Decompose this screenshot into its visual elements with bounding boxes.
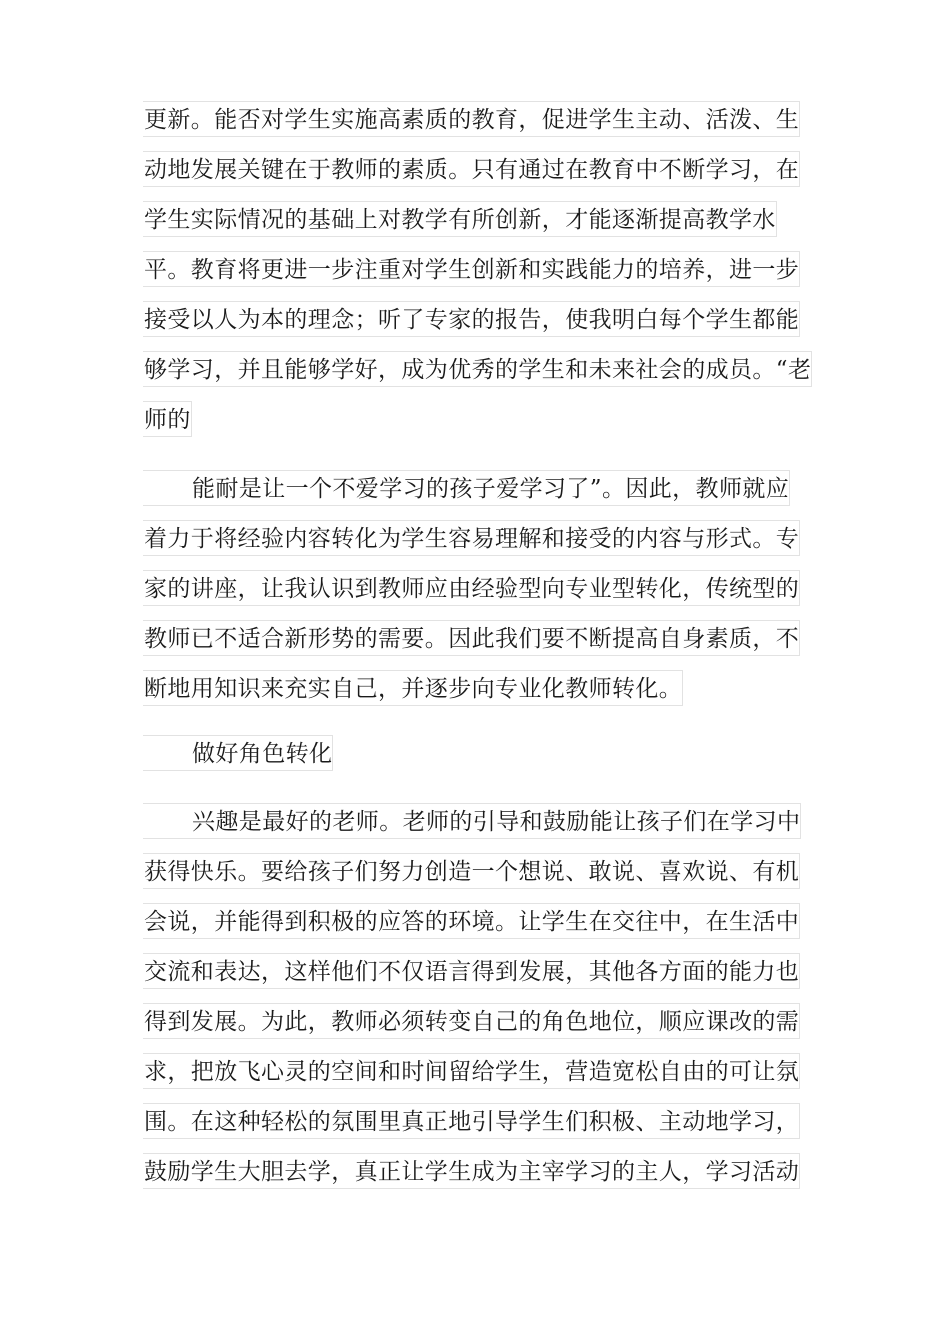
text-line: 动地发展关键在于教师的素质。只有通过在教育中不断学习，在	[143, 151, 800, 187]
text-line: 教师已不适合新形势的需要。因此我们要不断提高自身素质，不	[143, 620, 800, 656]
text-line: 师的	[143, 401, 192, 437]
text-line: 断地用知识来充实自己，并逐步向专业化教师转化。	[143, 670, 683, 706]
text-line: 获得快乐。要给孩子们努力创造一个想说、敢说、喜欢说、有机	[143, 853, 800, 889]
text-line: 接受以人为本的理念；听了专家的报告，使我明白每个学生都能	[143, 301, 800, 337]
text-line: 鼓励学生大胆去学，真正让学生成为主宰学习的主人，学习活动	[143, 1153, 800, 1189]
text-line: 能耐是让一个不爱学习的孩子爱学习了”。因此，教师就应	[143, 470, 790, 506]
text-line: 求，把放飞心灵的空间和时间留给学生，营造宽松自由的可让氛	[143, 1053, 800, 1089]
text-line: 学生实际情况的基础上对教学有所创新，才能逐渐提高教学水	[143, 201, 777, 237]
text-line: 得到发展。为此，教师必须转变自己的角色地位，顺应课改的需	[143, 1003, 800, 1039]
text-line: 兴趣是最好的老师。老师的引导和鼓励能让孩子们在学习中	[143, 803, 801, 839]
text-line: 会说，并能得到积极的应答的环境。让学生在交往中，在生活中	[143, 903, 800, 939]
text-line: 围。在这种轻松的氛围里真正地引导学生们积极、主动地学习，	[143, 1103, 800, 1139]
text-line: 家的讲座，让我认识到教师应由经验型向专业型转化，传统型的	[143, 570, 800, 606]
text-line: 更新。能否对学生实施高素质的教育，促进学生主动、活泼、生	[143, 101, 800, 137]
heading-line: 做好角色转化	[143, 735, 333, 771]
text-line: 够学习，并且能够学好，成为优秀的学生和未来社会的成员。“老	[143, 351, 812, 387]
text-line: 交流和表达，这样他们不仅语言得到发展，其他各方面的能力也	[143, 953, 800, 989]
text-line: 平。教育将更进一步注重对学生创新和实践能力的培养，进一步	[143, 251, 800, 287]
text-line: 着力于将经验内容转化为学生容易理解和接受的内容与形式。专	[143, 520, 800, 556]
